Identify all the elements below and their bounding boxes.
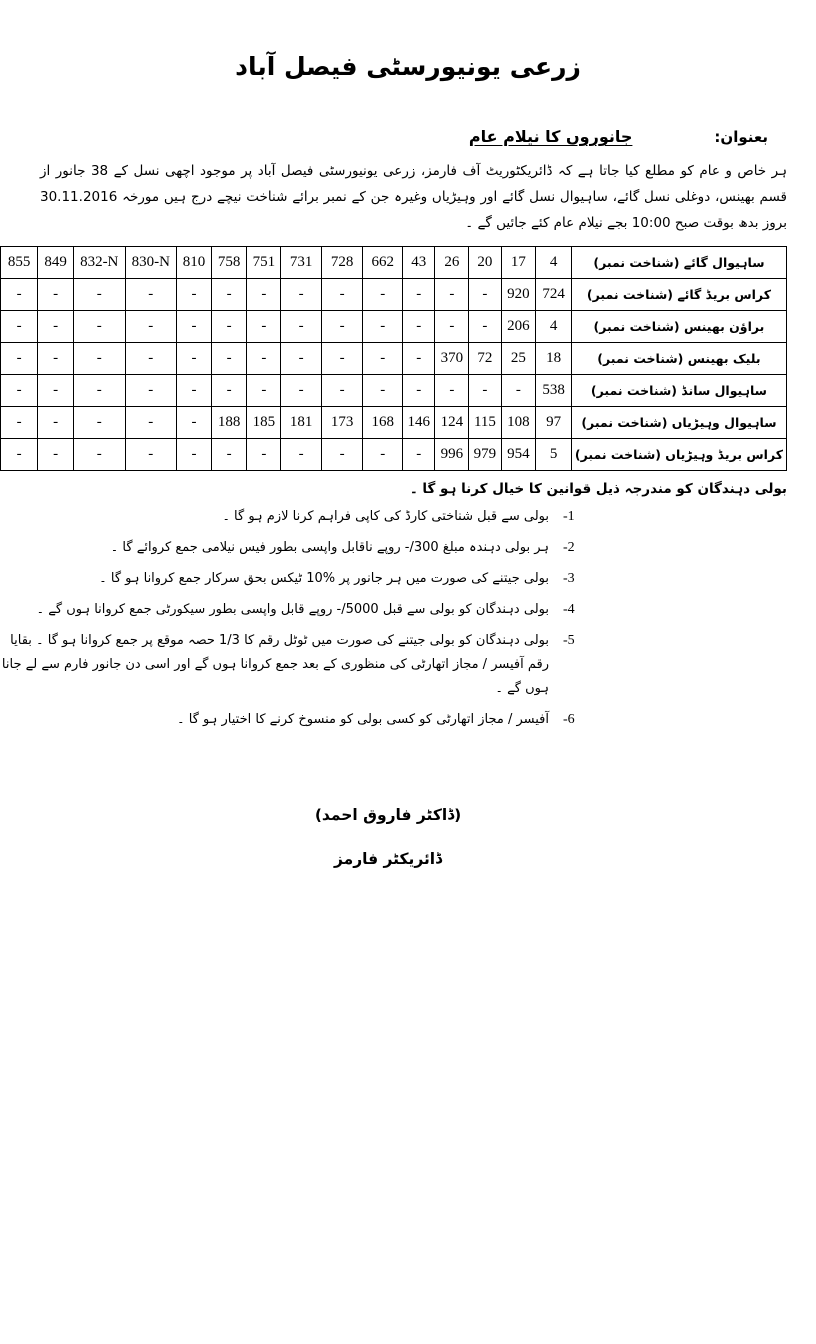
id-number-cell: 97 [536, 407, 572, 439]
id-number-cell: - [177, 407, 212, 439]
id-number-cell: - [281, 439, 322, 471]
table-row [1, 247, 787, 279]
rule-gap [549, 567, 563, 591]
id-number-cell: 728 [321, 247, 362, 279]
id-number-cell: - [501, 375, 536, 407]
rule-text: بولی دہندگان کو بولی سے قبل 5000/- روپے قابل واپسی بطور سیکورٹی جمع کروانا ہوں گے ۔ [36, 602, 549, 617]
id-number-cell: 4 [536, 311, 572, 343]
id-number-cell: - [125, 279, 177, 311]
id-number-cell: - [281, 279, 322, 311]
signatory-name: (ڈاکٹر فاروق احمد) [314, 806, 462, 824]
rule-text: بولی دہندگان کو بولی جیتنے کی صورت میں ٹوٹل رقم کا 1/3 حصہ موقع پر جمع کروانا ہو گا ۔ بقایا رقم آفیسر / مجاز اتھارٹی کی منظوری کے بعد جمع کروانا ہوں گے اور اسی دن جانور فارم سے لے جانا ہوں گے ۔ [1, 633, 549, 696]
id-number-cell: - [177, 279, 212, 311]
id-number-cell: - [435, 375, 469, 407]
rule-gap [549, 629, 563, 701]
id-number-cell: 751 [247, 247, 281, 279]
id-number-cell: - [73, 311, 125, 343]
rules-intro: بولی دہندگان کو مندرجہ ذیل قوانین کا خیال کرنا ہو گا ۔ [409, 481, 787, 497]
rule-item [0, 505, 585, 529]
id-number-cell: - [125, 439, 177, 471]
id-number-cell: 72 [469, 343, 501, 375]
id-number-cell: 830-N [125, 247, 177, 279]
row-header-animal-type: کراس بریڈ گائے (شناخت نمبر) [571, 279, 786, 311]
rule-item [0, 567, 585, 591]
id-number-cell: - [1, 375, 38, 407]
rules-list [0, 505, 753, 732]
id-number-cell: - [363, 279, 403, 311]
row-header-animal-type: براؤن بھینس (شناخت نمبر) [571, 311, 786, 343]
rule-number: -2 [563, 540, 575, 555]
id-number-cell: 5 [536, 439, 572, 471]
id-number-cell: - [177, 343, 212, 375]
id-number-cell: 855 [1, 247, 38, 279]
id-number-cell: 20 [469, 247, 501, 279]
rule-number: -6 [563, 712, 575, 727]
id-number-cell: - [363, 375, 403, 407]
rule-item [0, 629, 585, 701]
id-number-cell: - [247, 311, 281, 343]
table-row [1, 279, 787, 311]
id-number-cell: - [125, 375, 177, 407]
rule-gap [549, 598, 563, 622]
id-number-cell: - [363, 439, 403, 471]
id-number-cell: - [1, 279, 38, 311]
id-number-cell: - [403, 279, 435, 311]
announcement-paragraph: ہر خاص و عام کو مطلع کیا جاتا ہے کہ ڈائریکٹوریٹ آف فارمز، زرعی یونیورسٹی فیصل آباد پر موجود اچھی نسل کے 38 جانور از قسم بھینس، دوغلی نسل گائے، ساہیوال نسل گائے اور وہیڑیاں وغیرہ جن کے نمبر برائے شناخت نیچے درج ہیں مورخہ 30.11.2016 بروز بدھ بوقت صبح 10:00 بجے نیلام عام کئے جائیں گے ۔ [40, 163, 787, 231]
id-number-cell: - [73, 439, 125, 471]
id-number-cell: - [321, 311, 362, 343]
id-number-cell: 979 [469, 439, 501, 471]
id-number-cell: - [469, 311, 501, 343]
table-row [1, 311, 787, 343]
id-number-cell: - [177, 311, 212, 343]
id-number-cell: - [247, 439, 281, 471]
id-number-cell: 832-N [73, 247, 125, 279]
id-number-cell: 17 [501, 247, 536, 279]
id-number-cell: 758 [211, 247, 247, 279]
id-number-cell: - [435, 279, 469, 311]
id-number-cell: - [38, 279, 74, 311]
id-number-cell: - [403, 439, 435, 471]
id-number-cell: - [321, 439, 362, 471]
id-number-cell: - [403, 311, 435, 343]
row-header-animal-type: کراس بریڈ وہیڑیاں (شناخت نمبر) [571, 439, 786, 471]
id-number-cell: 724 [536, 279, 572, 311]
subject-label: بعنوان: [714, 128, 768, 146]
id-number-cell: - [125, 343, 177, 375]
id-number-cell: - [211, 343, 247, 375]
id-number-cell: 185 [247, 407, 281, 439]
id-number-cell: - [38, 439, 74, 471]
id-number-cell: - [38, 343, 74, 375]
rule-text: بولی سے قبل شناختی کارڈ کی کاپی فراہم کرنا لازم ہو گا ۔ [222, 509, 549, 524]
id-number-cell: 25 [501, 343, 536, 375]
rule-item [0, 536, 585, 560]
university-title: زرعی یونیورسٹی فیصل آباد [235, 52, 581, 81]
id-number-cell: - [469, 375, 501, 407]
subject-row [0, 127, 816, 146]
id-number-cell: 18 [536, 343, 572, 375]
id-number-cell: 849 [38, 247, 74, 279]
id-number-cell: 920 [501, 279, 536, 311]
id-number-cell: 146 [403, 407, 435, 439]
table-row [1, 375, 787, 407]
id-number-cell: - [125, 311, 177, 343]
id-number-cell: 26 [435, 247, 469, 279]
id-number-cell: 538 [536, 375, 572, 407]
id-number-cell: - [1, 311, 38, 343]
row-header-animal-type: ساہیوال سانڈ (شناخت نمبر) [571, 375, 786, 407]
table-row [1, 407, 787, 439]
id-number-cell: - [38, 375, 74, 407]
id-number-cell: - [247, 343, 281, 375]
id-number-cell: - [73, 279, 125, 311]
id-number-cell: - [177, 375, 212, 407]
id-number-cell: - [73, 343, 125, 375]
id-number-cell: - [73, 407, 125, 439]
id-number-cell: - [1, 439, 38, 471]
id-number-cell: - [211, 279, 247, 311]
id-number-cell: 168 [363, 407, 403, 439]
id-number-cell: 115 [469, 407, 501, 439]
id-number-cell: - [211, 375, 247, 407]
id-number-cell: - [435, 311, 469, 343]
rule-number: -3 [563, 571, 575, 586]
rule-gap [549, 708, 563, 732]
rule-gap [549, 505, 563, 529]
id-number-cell: - [321, 375, 362, 407]
id-number-cell: 731 [281, 247, 322, 279]
rule-number: -1 [563, 509, 575, 524]
id-number-cell: 206 [501, 311, 536, 343]
id-number-cell: 662 [363, 247, 403, 279]
id-number-cell: 188 [211, 407, 247, 439]
id-number-cell: - [247, 375, 281, 407]
id-number-cell: - [281, 343, 322, 375]
rule-gap [549, 536, 563, 560]
id-number-cell: - [1, 343, 38, 375]
row-header-animal-type: ساہیوال گائے (شناخت نمبر) [571, 247, 786, 279]
id-number-cell: - [281, 375, 322, 407]
signature-block [298, 806, 478, 868]
rule-item [0, 598, 585, 622]
id-number-cell: - [211, 439, 247, 471]
rule-text: بولی جیتنے کی صورت میں ہر جانور پر %10 ٹیکس بحق سرکار جمع کروانا ہو گا ۔ [99, 571, 549, 586]
id-number-cell: - [363, 311, 403, 343]
signatory-designation: ڈائریکٹر فارمز [333, 850, 442, 868]
id-number-cell: 954 [501, 439, 536, 471]
id-number-cell: - [38, 311, 74, 343]
id-number-cell: 810 [177, 247, 212, 279]
id-number-cell: - [403, 375, 435, 407]
rule-number: -4 [563, 602, 575, 617]
id-number-cell: - [281, 311, 322, 343]
id-number-cell: - [247, 279, 281, 311]
rule-text: آفیسر / مجاز اتھارٹی کو کسی بولی کو منسوخ کرنے کا اختیار ہو گا ۔ [177, 712, 549, 727]
rule-item [0, 708, 585, 732]
rule-number: -5 [563, 633, 575, 648]
id-number-cell: - [363, 343, 403, 375]
id-number-cell: 996 [435, 439, 469, 471]
id-number-cell: 4 [536, 247, 572, 279]
id-number-cell: - [177, 439, 212, 471]
rule-text: ہر بولی دہندہ مبلغ 300/- روپے ناقابل واپسی بطور فیس نیلامی جمع کروائے گا ۔ [110, 540, 549, 555]
id-number-cell: - [403, 343, 435, 375]
table-row [1, 343, 787, 375]
id-number-cell: - [469, 279, 501, 311]
id-number-cell: 43 [403, 247, 435, 279]
id-number-cell: - [321, 279, 362, 311]
animal-identification-table [0, 246, 787, 471]
id-number-cell: - [1, 407, 38, 439]
id-number-cell: 173 [321, 407, 362, 439]
id-number-cell: 108 [501, 407, 536, 439]
id-number-cell: - [321, 343, 362, 375]
id-number-cell: 181 [281, 407, 322, 439]
id-number-cell: 370 [435, 343, 469, 375]
row-header-animal-type: ساہیوال وہیڑیاں (شناخت نمبر) [571, 407, 786, 439]
id-number-cell: 124 [435, 407, 469, 439]
id-number-cell: - [38, 407, 74, 439]
subject-title: جانوروں کا نیلام عام [468, 127, 633, 146]
table-row [1, 439, 787, 471]
row-header-animal-type: بلیک بھینس (شناخت نمبر) [571, 343, 786, 375]
id-number-cell: - [211, 311, 247, 343]
id-number-cell: - [73, 375, 125, 407]
id-number-cell: - [125, 407, 177, 439]
